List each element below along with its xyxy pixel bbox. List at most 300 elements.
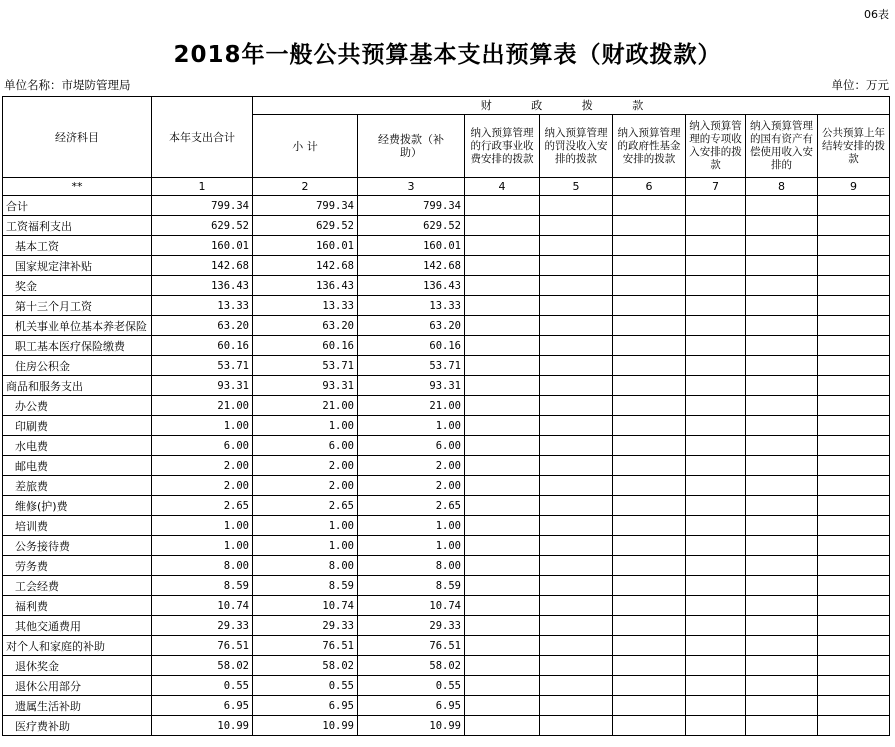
row-empty-cell: [540, 396, 613, 416]
table-row: [3, 476, 890, 496]
row-empty-cell: [540, 536, 613, 556]
row-value-v2: 0.55: [253, 676, 358, 696]
row-empty-cell: [613, 396, 686, 416]
row-value-v2: 58.02: [253, 656, 358, 676]
row-value-v3: 2.00: [358, 456, 465, 476]
row-value-v2: 1.00: [253, 536, 358, 556]
row-subject: 对个人和家庭的补助: [3, 636, 152, 656]
table-row: [3, 436, 890, 456]
row-empty-cell: [686, 336, 746, 356]
row-value-v2: 1.00: [253, 416, 358, 436]
table-row: [3, 696, 890, 716]
row-empty-cell: [818, 296, 890, 316]
row-empty-cell: [746, 456, 818, 476]
row-empty-cell: [686, 256, 746, 276]
row-empty-cell: [686, 376, 746, 396]
row-value-v1: 1.00: [152, 416, 253, 436]
row-subject: 其他交通费用: [3, 616, 152, 636]
header-col4: 纳入预算管理的行政事业收费安排的拨款: [465, 115, 540, 178]
row-value-v1: 2.65: [152, 496, 253, 516]
row-empty-cell: [818, 636, 890, 656]
row-empty-cell: [686, 416, 746, 436]
row-value-v3: 142.68: [358, 256, 465, 276]
row-value-v3: 29.33: [358, 616, 465, 636]
table-row: [3, 496, 890, 516]
row-value-v1: 136.43: [152, 276, 253, 296]
row-empty-cell: [746, 596, 818, 616]
table-row: [3, 296, 890, 316]
row-empty-cell: [746, 616, 818, 636]
table-row: [3, 376, 890, 396]
row-empty-cell: [746, 256, 818, 276]
row-subject: 办公费: [3, 396, 152, 416]
row-value-v2: 8.00: [253, 556, 358, 576]
table-row: [3, 416, 890, 436]
row-value-v3: 10.74: [358, 596, 465, 616]
row-empty-cell: [613, 656, 686, 676]
row-subject: 差旅费: [3, 476, 152, 496]
row-value-v2: 8.59: [253, 576, 358, 596]
row-value-v3: 160.01: [358, 236, 465, 256]
row-empty-cell: [686, 556, 746, 576]
row-empty-cell: [465, 256, 540, 276]
row-empty-cell: [746, 216, 818, 236]
row-value-v2: 10.99: [253, 716, 358, 736]
row-empty-cell: [686, 516, 746, 536]
row-value-v3: 6.00: [358, 436, 465, 456]
row-empty-cell: [540, 516, 613, 536]
row-empty-cell: [686, 316, 746, 336]
header-total: 本年支出合计: [152, 97, 253, 178]
row-subject: 维修(护)费: [3, 496, 152, 516]
header-col7: 纳入预算管理的专项收入安排的拨款: [686, 115, 746, 178]
row-value-v1: 13.33: [152, 296, 253, 316]
row-empty-cell: [686, 476, 746, 496]
row-empty-cell: [613, 556, 686, 576]
row-empty-cell: [540, 576, 613, 596]
table-row: [3, 536, 890, 556]
table-row: [3, 576, 890, 596]
row-empty-cell: [540, 716, 613, 736]
row-empty-cell: [540, 436, 613, 456]
row-value-v2: 160.01: [253, 236, 358, 256]
row-value-v2: 6.00: [253, 436, 358, 456]
row-subject: 印刷费: [3, 416, 152, 436]
row-empty-cell: [818, 196, 890, 216]
row-value-v2: 142.68: [253, 256, 358, 276]
table-row: [3, 516, 890, 536]
row-empty-cell: [818, 456, 890, 476]
row-empty-cell: [613, 576, 686, 596]
row-value-v2: 13.33: [253, 296, 358, 316]
row-empty-cell: [686, 576, 746, 596]
row-empty-cell: [465, 476, 540, 496]
row-empty-cell: [686, 676, 746, 696]
row-empty-cell: [818, 316, 890, 336]
row-empty-cell: [465, 236, 540, 256]
index-cell: 5: [540, 178, 613, 196]
row-empty-cell: [746, 636, 818, 656]
row-subject: 退休奖金: [3, 656, 152, 676]
row-value-v3: 2.00: [358, 476, 465, 496]
row-empty-cell: [746, 556, 818, 576]
row-empty-cell: [818, 396, 890, 416]
row-empty-cell: [465, 336, 540, 356]
row-empty-cell: [613, 256, 686, 276]
row-subject: 国家规定津补贴: [3, 256, 152, 276]
index-cell: 7: [686, 178, 746, 196]
row-subject: 合计: [3, 196, 152, 216]
row-empty-cell: [540, 476, 613, 496]
row-empty-cell: [540, 696, 613, 716]
index-cell: 8: [746, 178, 818, 196]
table-row: [3, 636, 890, 656]
row-empty-cell: [686, 456, 746, 476]
row-value-v3: 13.33: [358, 296, 465, 316]
row-value-v1: 2.00: [152, 476, 253, 496]
row-empty-cell: [746, 516, 818, 536]
row-value-v1: 8.59: [152, 576, 253, 596]
table-row: [3, 356, 890, 376]
row-value-v1: 10.74: [152, 596, 253, 616]
row-subject: 医疗费补助: [3, 716, 152, 736]
row-empty-cell: [613, 676, 686, 696]
row-empty-cell: [818, 696, 890, 716]
row-empty-cell: [540, 336, 613, 356]
row-empty-cell: [465, 456, 540, 476]
row-empty-cell: [465, 576, 540, 596]
row-empty-cell: [465, 596, 540, 616]
row-empty-cell: [465, 376, 540, 396]
row-value-v1: 1.00: [152, 516, 253, 536]
row-empty-cell: [818, 576, 890, 596]
row-value-v2: 629.52: [253, 216, 358, 236]
row-empty-cell: [465, 536, 540, 556]
row-empty-cell: [613, 416, 686, 436]
row-subject: 福利费: [3, 596, 152, 616]
row-value-v1: 10.99: [152, 716, 253, 736]
row-value-v3: 60.16: [358, 336, 465, 356]
row-empty-cell: [613, 536, 686, 556]
row-value-v3: 2.65: [358, 496, 465, 516]
row-empty-cell: [613, 476, 686, 496]
row-subject: 公务接待费: [3, 536, 152, 556]
table-body: [3, 196, 890, 736]
row-empty-cell: [818, 356, 890, 376]
row-subject: 机关事业单位基本养老保险: [3, 316, 152, 336]
row-empty-cell: [818, 676, 890, 696]
row-subject: 基本工资: [3, 236, 152, 256]
row-value-v1: 60.16: [152, 336, 253, 356]
row-value-v2: 6.95: [253, 696, 358, 716]
row-empty-cell: [465, 616, 540, 636]
row-empty-cell: [818, 496, 890, 516]
row-value-v3: 6.95: [358, 696, 465, 716]
row-empty-cell: [465, 516, 540, 536]
form-code: 06表: [864, 8, 889, 21]
row-empty-cell: [686, 196, 746, 216]
row-empty-cell: [746, 476, 818, 496]
row-value-v1: 8.00: [152, 556, 253, 576]
row-subject: 职工基本医疗保险缴费: [3, 336, 152, 356]
row-empty-cell: [686, 596, 746, 616]
row-value-v2: 60.16: [253, 336, 358, 356]
row-empty-cell: [746, 536, 818, 556]
row-empty-cell: [540, 316, 613, 336]
row-empty-cell: [686, 236, 746, 256]
header-subject: 经济科目: [3, 97, 152, 178]
row-value-v1: 6.00: [152, 436, 253, 456]
row-empty-cell: [465, 276, 540, 296]
index-cell: 4: [465, 178, 540, 196]
row-empty-cell: [613, 296, 686, 316]
row-empty-cell: [465, 216, 540, 236]
row-value-v3: 63.20: [358, 316, 465, 336]
table-row: [3, 596, 890, 616]
row-empty-cell: [746, 336, 818, 356]
table-row: [3, 276, 890, 296]
row-value-v3: 1.00: [358, 516, 465, 536]
row-value-v3: 76.51: [358, 636, 465, 656]
row-value-v3: 8.00: [358, 556, 465, 576]
row-empty-cell: [818, 596, 890, 616]
row-empty-cell: [746, 416, 818, 436]
row-empty-cell: [686, 696, 746, 716]
row-empty-cell: [540, 556, 613, 576]
row-empty-cell: [613, 496, 686, 516]
header-funding: 经费拨款（补助）: [358, 115, 465, 178]
table-row: [3, 656, 890, 676]
row-empty-cell: [465, 436, 540, 456]
row-value-v1: 160.01: [152, 236, 253, 256]
index-cell: 1: [152, 178, 253, 196]
row-empty-cell: [465, 496, 540, 516]
row-empty-cell: [465, 636, 540, 656]
row-empty-cell: [686, 276, 746, 296]
row-empty-cell: [540, 296, 613, 316]
row-empty-cell: [613, 636, 686, 656]
row-value-v1: 6.95: [152, 696, 253, 716]
budget-table: [2, 96, 890, 736]
row-empty-cell: [818, 276, 890, 296]
table-row: [3, 336, 890, 356]
index-cell: 9: [818, 178, 890, 196]
row-empty-cell: [465, 676, 540, 696]
row-empty-cell: [818, 516, 890, 536]
row-empty-cell: [540, 596, 613, 616]
row-subject: 退休公用部分: [3, 676, 152, 696]
row-value-v3: 136.43: [358, 276, 465, 296]
row-value-v3: 799.34: [358, 196, 465, 216]
row-empty-cell: [746, 236, 818, 256]
row-subject: 工资福利支出: [3, 216, 152, 236]
row-empty-cell: [465, 296, 540, 316]
row-subject: 邮电费: [3, 456, 152, 476]
header-col8: 纳入预算管理的国有资产有偿使用收入安排的: [746, 115, 818, 178]
row-empty-cell: [746, 196, 818, 216]
row-empty-cell: [746, 436, 818, 456]
unit-label: 单位：万元: [831, 78, 889, 92]
row-empty-cell: [540, 456, 613, 476]
row-value-v3: 93.31: [358, 376, 465, 396]
row-value-v3: 10.99: [358, 716, 465, 736]
row-empty-cell: [818, 416, 890, 436]
row-empty-cell: [686, 296, 746, 316]
row-empty-cell: [746, 316, 818, 336]
row-subject: 奖金: [3, 276, 152, 296]
row-value-v2: 93.31: [253, 376, 358, 396]
row-empty-cell: [613, 216, 686, 236]
row-value-v3: 53.71: [358, 356, 465, 376]
row-empty-cell: [540, 416, 613, 436]
row-empty-cell: [818, 256, 890, 276]
row-value-v3: 58.02: [358, 656, 465, 676]
row-value-v3: 21.00: [358, 396, 465, 416]
row-empty-cell: [540, 196, 613, 216]
row-value-v2: 799.34: [253, 196, 358, 216]
row-empty-cell: [613, 596, 686, 616]
row-value-v2: 29.33: [253, 616, 358, 636]
row-empty-cell: [818, 236, 890, 256]
index-cell: **: [3, 178, 152, 196]
row-empty-cell: [746, 576, 818, 596]
row-empty-cell: [686, 616, 746, 636]
row-value-v1: 58.02: [152, 656, 253, 676]
row-value-v1: 2.00: [152, 456, 253, 476]
row-empty-cell: [746, 496, 818, 516]
row-empty-cell: [465, 656, 540, 676]
header-fiscal: 财 政 拨 款: [253, 97, 890, 115]
row-empty-cell: [818, 436, 890, 456]
row-empty-cell: [613, 196, 686, 216]
index-cell: 2: [253, 178, 358, 196]
row-empty-cell: [613, 516, 686, 536]
row-value-v2: 2.00: [253, 476, 358, 496]
row-value-v2: 136.43: [253, 276, 358, 296]
row-value-v1: 93.31: [152, 376, 253, 396]
row-empty-cell: [540, 216, 613, 236]
row-empty-cell: [686, 656, 746, 676]
table-row: [3, 216, 890, 236]
row-value-v1: 1.00: [152, 536, 253, 556]
row-value-v1: 0.55: [152, 676, 253, 696]
index-cell: 3: [358, 178, 465, 196]
table-row: [3, 456, 890, 476]
row-empty-cell: [540, 636, 613, 656]
row-empty-cell: [613, 316, 686, 336]
row-empty-cell: [746, 716, 818, 736]
row-value-v2: 21.00: [253, 396, 358, 416]
row-empty-cell: [465, 556, 540, 576]
row-empty-cell: [746, 356, 818, 376]
table-row: [3, 616, 890, 636]
row-empty-cell: [818, 476, 890, 496]
row-subject: 工会经费: [3, 576, 152, 596]
row-empty-cell: [686, 216, 746, 236]
row-empty-cell: [746, 656, 818, 676]
row-value-v3: 629.52: [358, 216, 465, 236]
row-empty-cell: [540, 256, 613, 276]
row-value-v1: 76.51: [152, 636, 253, 656]
row-empty-cell: [613, 436, 686, 456]
row-value-v3: 8.59: [358, 576, 465, 596]
header-col5: 纳入预算管理的罚没收入安排的拨款: [540, 115, 613, 178]
row-empty-cell: [818, 616, 890, 636]
row-value-v1: 629.52: [152, 216, 253, 236]
row-empty-cell: [746, 396, 818, 416]
row-subject: 遗属生活补助: [3, 696, 152, 716]
row-empty-cell: [818, 536, 890, 556]
table-row: [3, 716, 890, 736]
row-empty-cell: [818, 376, 890, 396]
row-value-v2: 2.65: [253, 496, 358, 516]
row-value-v3: 1.00: [358, 536, 465, 556]
index-row: [3, 178, 890, 196]
row-empty-cell: [686, 396, 746, 416]
row-empty-cell: [818, 716, 890, 736]
row-value-v2: 1.00: [253, 516, 358, 536]
row-empty-cell: [540, 616, 613, 636]
row-empty-cell: [746, 676, 818, 696]
row-empty-cell: [465, 196, 540, 216]
row-subject: 培训费: [3, 516, 152, 536]
row-subject: 住房公积金: [3, 356, 152, 376]
row-empty-cell: [686, 716, 746, 736]
page-title: 2018年一般公共预算基本支出预算表（财政拨款）: [173, 42, 722, 68]
table-row: [3, 676, 890, 696]
row-empty-cell: [613, 356, 686, 376]
row-subject: 第十三个月工资: [3, 296, 152, 316]
table-row: [3, 256, 890, 276]
row-empty-cell: [613, 696, 686, 716]
row-value-v1: 21.00: [152, 396, 253, 416]
row-empty-cell: [540, 656, 613, 676]
row-empty-cell: [540, 236, 613, 256]
row-empty-cell: [746, 276, 818, 296]
row-empty-cell: [540, 376, 613, 396]
row-subject: 商品和服务支出: [3, 376, 152, 396]
row-value-v1: 53.71: [152, 356, 253, 376]
row-value-v1: 63.20: [152, 316, 253, 336]
row-empty-cell: [465, 696, 540, 716]
row-empty-cell: [540, 356, 613, 376]
row-value-v1: 29.33: [152, 616, 253, 636]
row-empty-cell: [746, 376, 818, 396]
row-empty-cell: [613, 236, 686, 256]
header-col6: 纳入预算管理的政府性基金安排的拨款: [613, 115, 686, 178]
row-empty-cell: [613, 376, 686, 396]
row-empty-cell: [465, 356, 540, 376]
row-subject: 劳务费: [3, 556, 152, 576]
row-value-v2: 63.20: [253, 316, 358, 336]
table-row: [3, 316, 890, 336]
table-row: [3, 396, 890, 416]
row-value-v3: 1.00: [358, 416, 465, 436]
row-empty-cell: [686, 356, 746, 376]
row-empty-cell: [613, 716, 686, 736]
table-row: [3, 236, 890, 256]
table-row: [3, 196, 890, 216]
row-empty-cell: [686, 496, 746, 516]
row-empty-cell: [465, 396, 540, 416]
row-value-v2: 10.74: [253, 596, 358, 616]
row-empty-cell: [746, 296, 818, 316]
row-empty-cell: [613, 616, 686, 636]
row-empty-cell: [746, 696, 818, 716]
index-cell: 6: [613, 178, 686, 196]
row-empty-cell: [465, 416, 540, 436]
header-col9: 公共预算上年结转安排的拨款: [818, 115, 890, 178]
